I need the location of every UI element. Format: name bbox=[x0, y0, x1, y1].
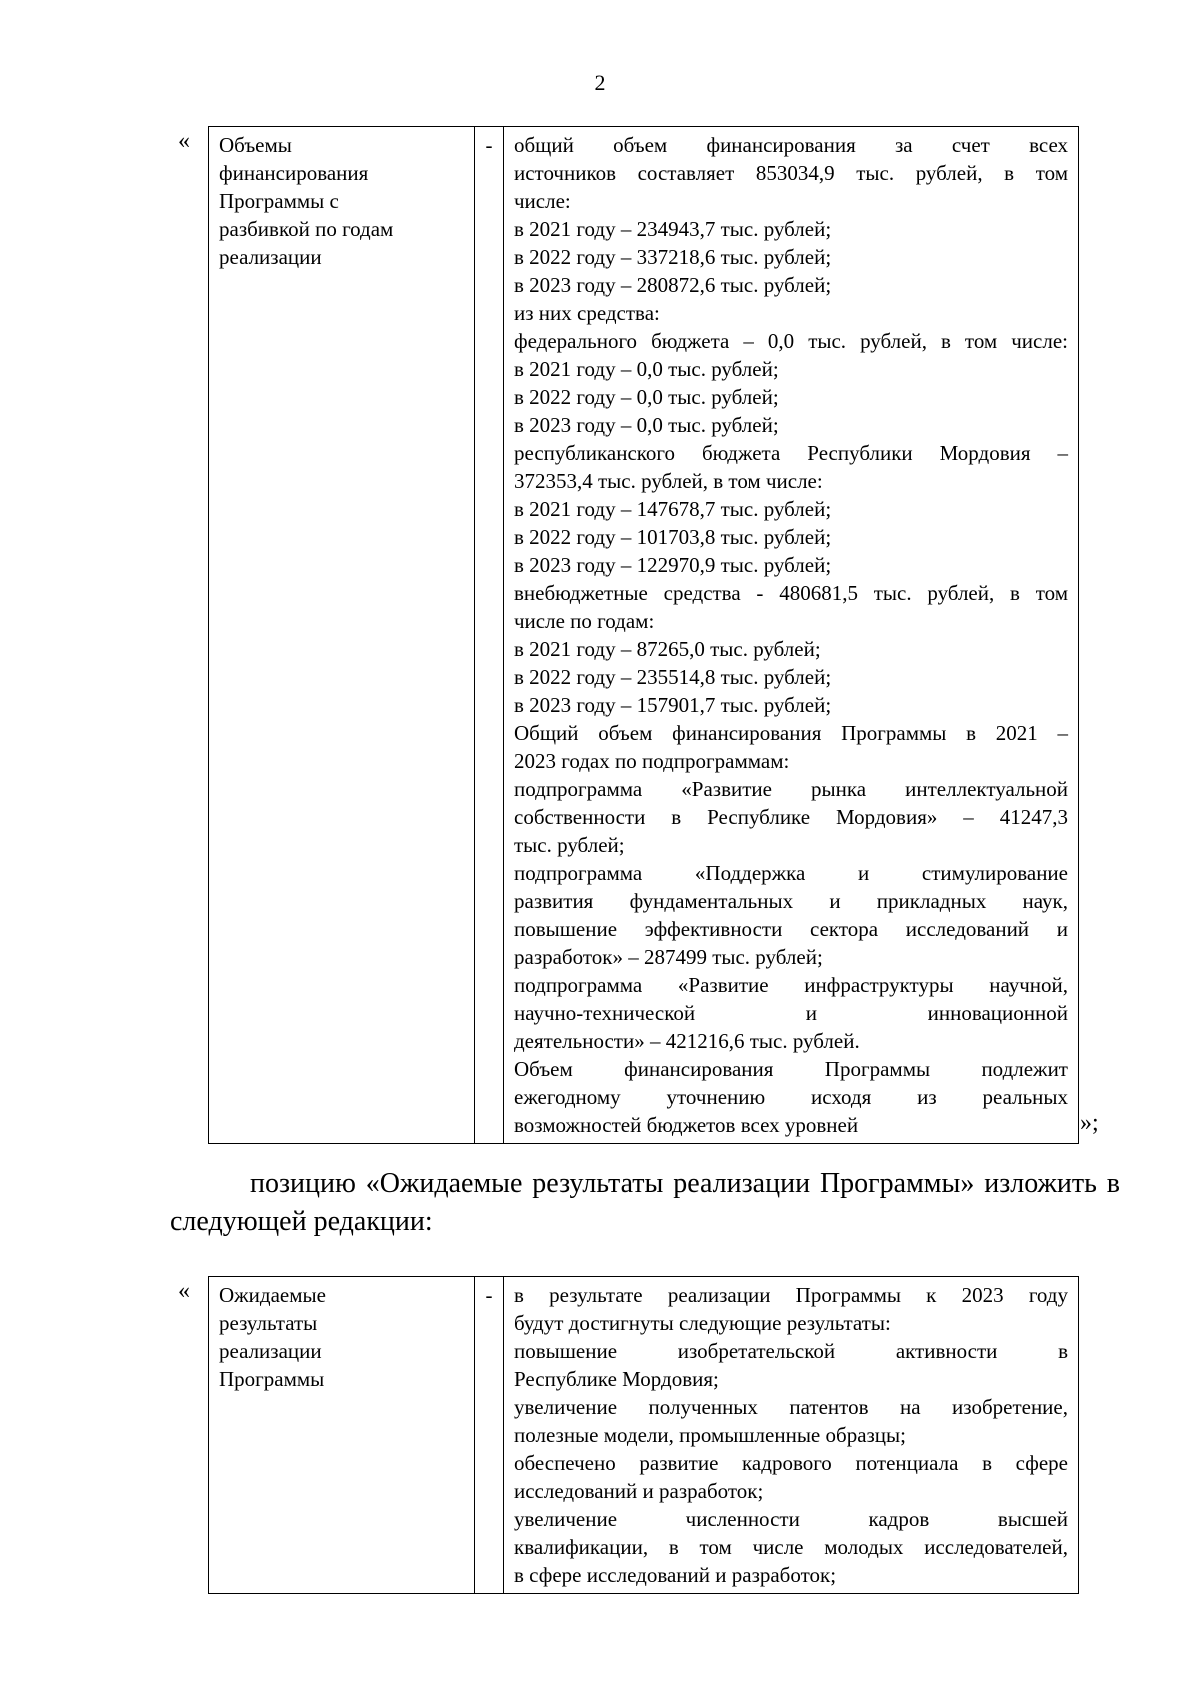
content-line: республиканского бюджета Республики Мордовия – bbox=[514, 441, 1068, 465]
content-line: 2023 годах по подпрограммам: bbox=[514, 749, 790, 773]
results-label bbox=[219, 1281, 464, 1393]
label-line: реализации bbox=[219, 1339, 322, 1363]
content-line: в 2023 году – 157901,7 тыс. рублей; bbox=[514, 693, 832, 717]
content-line: подпрограмма «Развитие рынка интеллектуальной bbox=[514, 777, 1068, 801]
label-line: реализации bbox=[219, 245, 322, 269]
results-content bbox=[514, 1281, 1068, 1589]
content-line: Общий объем финансирования Программы в 2021 – bbox=[514, 721, 1068, 745]
content-line: Республике Мордовия; bbox=[514, 1367, 719, 1391]
label-line: результаты bbox=[219, 1311, 318, 1335]
label-line: Ожидаемые bbox=[219, 1283, 326, 1307]
label-line: Программы bbox=[219, 1367, 325, 1391]
position-paragraph: позицию «Ожидаемые результаты реализации Программы» изложить в следующей редакции: bbox=[170, 1168, 1120, 1237]
financing-label-cell bbox=[209, 127, 475, 1144]
label-line: Программы с bbox=[219, 189, 339, 213]
content-line: в 2021 году – 234943,7 тыс. рублей; bbox=[514, 217, 832, 241]
financing-label bbox=[219, 131, 464, 271]
content-line: в 2021 году – 147678,7 тыс. рублей; bbox=[514, 497, 832, 521]
content-line: источников составляет 853034,9 тыс. рублей, в том bbox=[514, 161, 1068, 185]
page-number: 2 bbox=[594, 70, 606, 95]
content-line: подпрограмма «Развитие инфраструктуры научной, bbox=[514, 973, 1068, 997]
content-line: в результате реализации Программы к 2023 году bbox=[514, 1283, 1068, 1307]
content-line: разработок» – 287499 тыс. рублей; bbox=[514, 945, 823, 969]
content-line: полезные модели, промышленные образцы; bbox=[514, 1423, 906, 1447]
table-row bbox=[209, 1277, 1079, 1594]
content-line: повышение эффективности сектора исследований и bbox=[514, 917, 1068, 941]
content-line: из них средства: bbox=[514, 301, 660, 325]
table-row bbox=[209, 127, 1079, 1144]
financing-volume-table bbox=[208, 126, 1079, 1144]
content-line: ежегодному уточнению исходя из реальных bbox=[514, 1085, 1068, 1109]
content-line: в 2023 году – 280872,6 тыс. рублей; bbox=[514, 273, 832, 297]
dash-cell: - bbox=[475, 1277, 504, 1594]
content-line: 372353,4 тыс. рублей, в том числе: bbox=[514, 469, 823, 493]
content-line: в 2022 году – 235514,8 тыс. рублей; bbox=[514, 665, 832, 689]
content-line: увеличение полученных патентов на изобретение, bbox=[514, 1395, 1068, 1419]
content-line: собственности в Республике Мордовия» – 41247,3 bbox=[514, 805, 1068, 829]
content-line: обеспечено развитие кадрового потенциала в сфере bbox=[514, 1451, 1068, 1475]
content-line: общий объем финансирования за счет всех bbox=[514, 133, 1068, 157]
results-content-cell bbox=[504, 1277, 1079, 1594]
results-label-cell bbox=[209, 1277, 475, 1594]
expected-results-table bbox=[208, 1276, 1079, 1594]
content-line: научно-технической и инновационной bbox=[514, 1001, 1068, 1025]
content-line: в 2022 году – 101703,8 тыс. рублей; bbox=[514, 525, 832, 549]
content-line: в 2023 году – 0,0 тыс. рублей; bbox=[514, 413, 779, 437]
content-line: в 2022 году – 337218,6 тыс. рублей; bbox=[514, 245, 832, 269]
label-line: разбивкой по годам bbox=[219, 217, 394, 241]
content-line: в 2023 году – 122970,9 тыс. рублей; bbox=[514, 553, 832, 577]
label-line: финансирования bbox=[219, 161, 369, 185]
content-line: в 2021 году – 87265,0 тыс. рублей; bbox=[514, 637, 821, 661]
content-line: подпрограмма «Поддержка и стимулирование bbox=[514, 861, 1068, 885]
content-line: будут достигнуты следующие результаты: bbox=[514, 1311, 891, 1335]
content-line: в сфере исследований и разработок; bbox=[514, 1563, 837, 1587]
content-line: федерального бюджета – 0,0 тыс. рублей, в том числе: bbox=[514, 329, 1068, 353]
dash-cell: - bbox=[475, 127, 504, 1144]
content-line: возможностей бюджетов всех уровней bbox=[514, 1113, 859, 1137]
content-line: числе: bbox=[514, 189, 571, 213]
label-line: Объемы bbox=[219, 133, 292, 157]
content-line: в 2021 году – 0,0 тыс. рублей; bbox=[514, 357, 779, 381]
content-line: внебюджетные средства - 480681,5 тыс. рублей, в том bbox=[514, 581, 1068, 605]
content-line: развития фундаментальных и прикладных наук, bbox=[514, 889, 1068, 913]
financing-content-cell bbox=[504, 127, 1079, 1144]
content-line: в 2022 году – 0,0 тыс. рублей; bbox=[514, 385, 779, 409]
financing-content bbox=[514, 131, 1068, 1139]
content-line: квалификации, в том числе молодых исследователей, bbox=[514, 1535, 1068, 1559]
content-line: Объем финансирования Программы подлежит bbox=[514, 1057, 1068, 1081]
content-line: числе по годам: bbox=[514, 609, 655, 633]
content-line: исследований и разработок; bbox=[514, 1479, 764, 1503]
opening-quote-mark-2: « bbox=[178, 1278, 190, 1304]
opening-quote-mark-1: « bbox=[178, 128, 190, 154]
content-line: повышение изобретательской активности в bbox=[514, 1339, 1068, 1363]
content-line: деятельности» – 421216,6 тыс. рублей. bbox=[514, 1029, 860, 1053]
content-line: тыс. рублей; bbox=[514, 833, 625, 857]
content-line: увеличение численности кадров высшей bbox=[514, 1507, 1068, 1531]
closing-quote-mark: »; bbox=[1080, 1110, 1099, 1136]
